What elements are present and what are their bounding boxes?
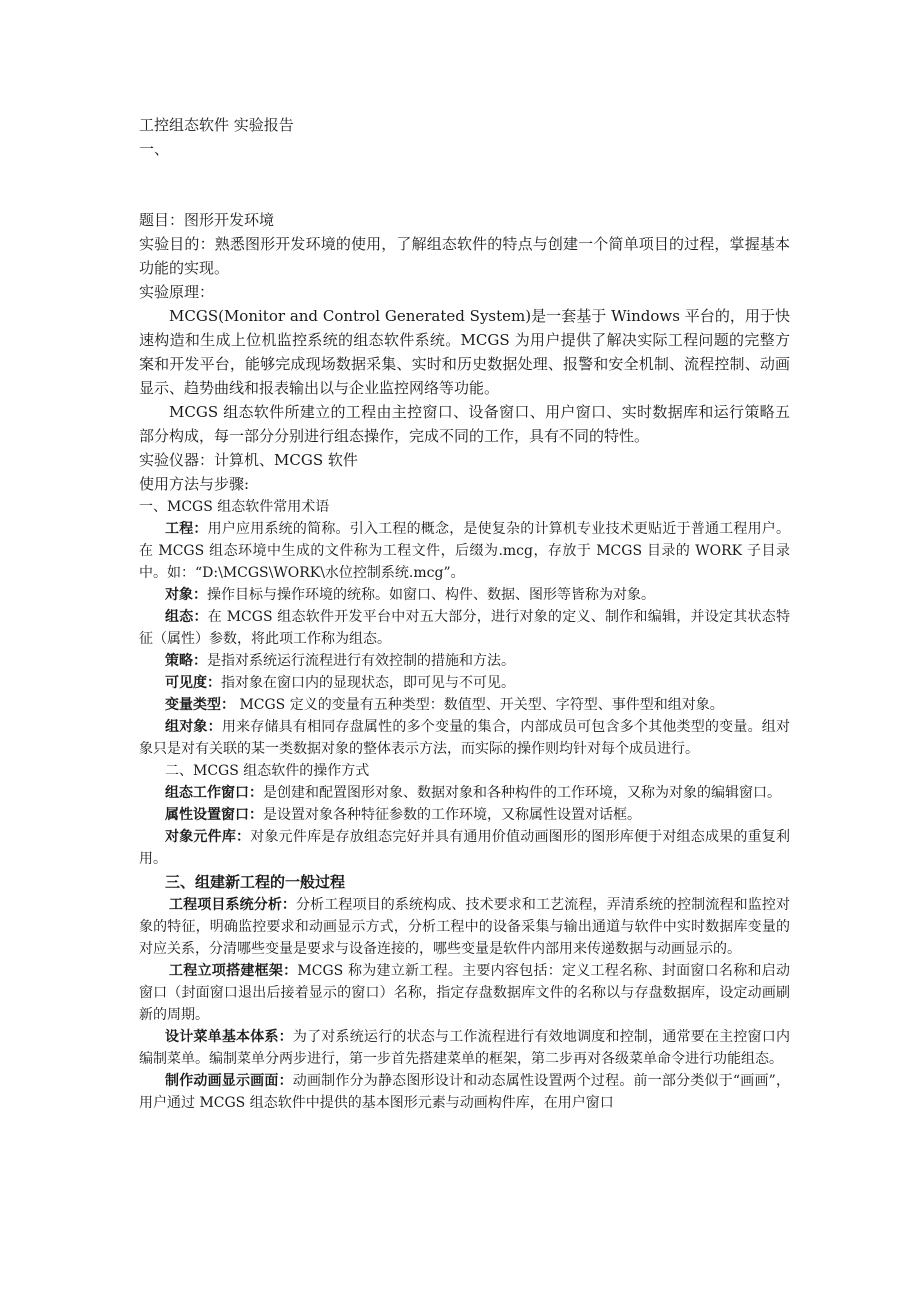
ops-list xyxy=(139,782,790,870)
principle-paragraph-1: MCGS(Monitor and Control Generated System)是一套基于 Windows 平台的，用于快速构造和生成上位机监控系统的组态软件系统。MCGS 为用户提供了解决实际工程问题的完整方案和开发平台，能够完成现场数据采集、实时和历史数据处理、报警和安全机制、流程控制、动画显示、趋势曲线和报表输出以与企业监控网络等功能。 xyxy=(139,307,790,397)
term-item-variable-type xyxy=(139,694,790,716)
principle-paragraph-2: MCGS 组态软件所建立的工程由主控窗口、设备窗口、用户窗口、实时数据库和运行策略五部分构成，每一部分分别进行组态操作，完成不同的工作，具有不同的特性。 xyxy=(139,403,790,445)
principle-label: 实验原理： xyxy=(139,283,215,301)
step-item-analysis xyxy=(139,894,790,960)
op-label: 对象元件库： xyxy=(165,829,251,845)
steps-list xyxy=(139,894,790,1114)
step-desc: MCGS 称为建立新工程。主要内容包括：定义工程名称、封面窗口名称和启动窗口（封面窗口退出后接着显示的窗口）名称，指定存盘数据库文件的名称以与存盘数据库，设定动画刷新的周期。 xyxy=(139,963,790,1023)
part2-heading: 二、MCGS 组态软件的操作方式 xyxy=(165,763,370,779)
term-desc: 指对象在窗口内的显现状态，即可见与不可见。 xyxy=(221,675,515,691)
term-label: 可见度： xyxy=(165,675,221,691)
purpose-paragraph: 实验目的：熟悉图形开发环境的使用，了解组态软件的特点与创建一个简单项目的过程，掌握基本功能的实现。 xyxy=(139,235,790,277)
term-desc: 操作目标与操作环境的统称。如窗口、构件、数据、图形等皆称为对象。 xyxy=(207,587,655,603)
term-label: 变量类型： xyxy=(165,697,235,713)
op-desc: 对象元件库是存放组态完好并具有通用价值动画图形的图形库便于对组态成果的重复利用。 xyxy=(139,829,791,867)
step-item-framework xyxy=(139,960,790,1026)
op-desc: 是设置对象各种特征参数的工作环境，又称属性设置对话框。 xyxy=(263,807,641,823)
term-item-project xyxy=(139,518,790,584)
term-item-object xyxy=(139,584,790,606)
term-desc: 用来存储具有相同存盘属性的多个变量的集合，内部成员可包含多个其他类型的变量。组对象只是对有关联的某一类数据对象的整体表示方法，而实际的操作则均针对每个成员进行。 xyxy=(139,719,791,757)
op-item-property-window xyxy=(139,804,790,826)
term-item-strategy xyxy=(139,650,790,672)
term-label: 组态： xyxy=(165,609,208,625)
term-label: 策略： xyxy=(165,653,207,669)
part3-heading: 三、组建新工程的一般过程 xyxy=(165,873,346,891)
term-desc: MCGS 定义的变量有五种类型：数值型、开关型、字符型、事件型和组对象。 xyxy=(235,697,724,713)
step-desc: 为了对系统运行的状态与工作流程进行有效地调度和控制，通常要在主控窗口内编制菜单。编制菜单分两步进行，第一步首先搭建菜单的框架，第二步再对各级菜单命令进行功能组态。 xyxy=(139,1029,791,1067)
term-item-group-object xyxy=(139,716,790,760)
op-label: 属性设置窗口： xyxy=(165,807,263,823)
term-desc: 在 MCGS 组态软件开发平台中对五大部分，进行对象的定义、制作和编辑，并设定其状态特征（属性）参数，将此项工作称为组态。 xyxy=(139,609,790,647)
term-label: 工程： xyxy=(165,521,208,537)
step-item-menu xyxy=(139,1026,790,1070)
step-label: 工程项目系统分析： xyxy=(169,897,297,913)
step-item-animation xyxy=(139,1070,790,1114)
op-item-component-library xyxy=(139,826,790,870)
op-item-work-window xyxy=(139,782,790,804)
term-item-visibility xyxy=(139,672,790,694)
step-label: 工程立项搭建框架： xyxy=(169,963,298,979)
method-label: 使用方法与步骤: xyxy=(139,475,250,493)
step-label: 设计菜单基本体系： xyxy=(165,1029,293,1045)
term-desc: 是指对系统运行流程进行有效控制的措施和方法。 xyxy=(207,653,515,669)
instruments-line: 实验仪器：计算机、MCGS 软件 xyxy=(139,451,358,469)
term-item-configuration xyxy=(139,606,790,650)
term-desc: 用户应用系统的简称。引入工程的概念，是使复杂的计算机专业技术更贴近于普通工程用户。在 MCGS 组态环境中生成的文件称为工程文件，后缀为.mcg，存放于 MCGS 目录的 WORK 子目录中。如：“D:\MCGS\WORK\水位控制系统.mcg”。 xyxy=(139,521,791,581)
topic-line: 题目：图形开发环境 xyxy=(139,211,275,229)
term-label: 对象： xyxy=(165,587,207,603)
terms-list xyxy=(139,518,790,760)
step-desc: 动画制作分为静态图形设计和动态属性设置两个过程。前一部分类似于“画画”，用户通过 MCGS 组态软件中提供的基本图形元素与动画构件库，在用户窗口 xyxy=(139,1073,791,1111)
step-desc: 分析工程项目的系统构成、技术要求和工艺流程，弄清系统的控制流程和监控对象的特征，明确监控要求和动画显示方式，分析工程中的设备采集与输出通道与软件中实时数据库变量的对应关系，分清哪些变量是要求与设备连接的，哪些变量是软件内部用来传递数据与动画显示的。 xyxy=(139,897,790,957)
op-desc: 是创建和配置图形对象、数据对象和各种构件的工作环境，又称为对象的编辑窗口。 xyxy=(263,785,781,801)
report-title: 工控组态软件 实验报告 xyxy=(139,116,294,134)
term-label: 组对象： xyxy=(165,719,222,735)
part1-heading: 一、MCGS 组态软件常用术语 xyxy=(139,499,330,515)
step-label: 制作动画显示画面： xyxy=(165,1073,293,1089)
op-label: 组态工作窗口： xyxy=(165,785,263,801)
section-number: 一、 xyxy=(139,140,170,158)
